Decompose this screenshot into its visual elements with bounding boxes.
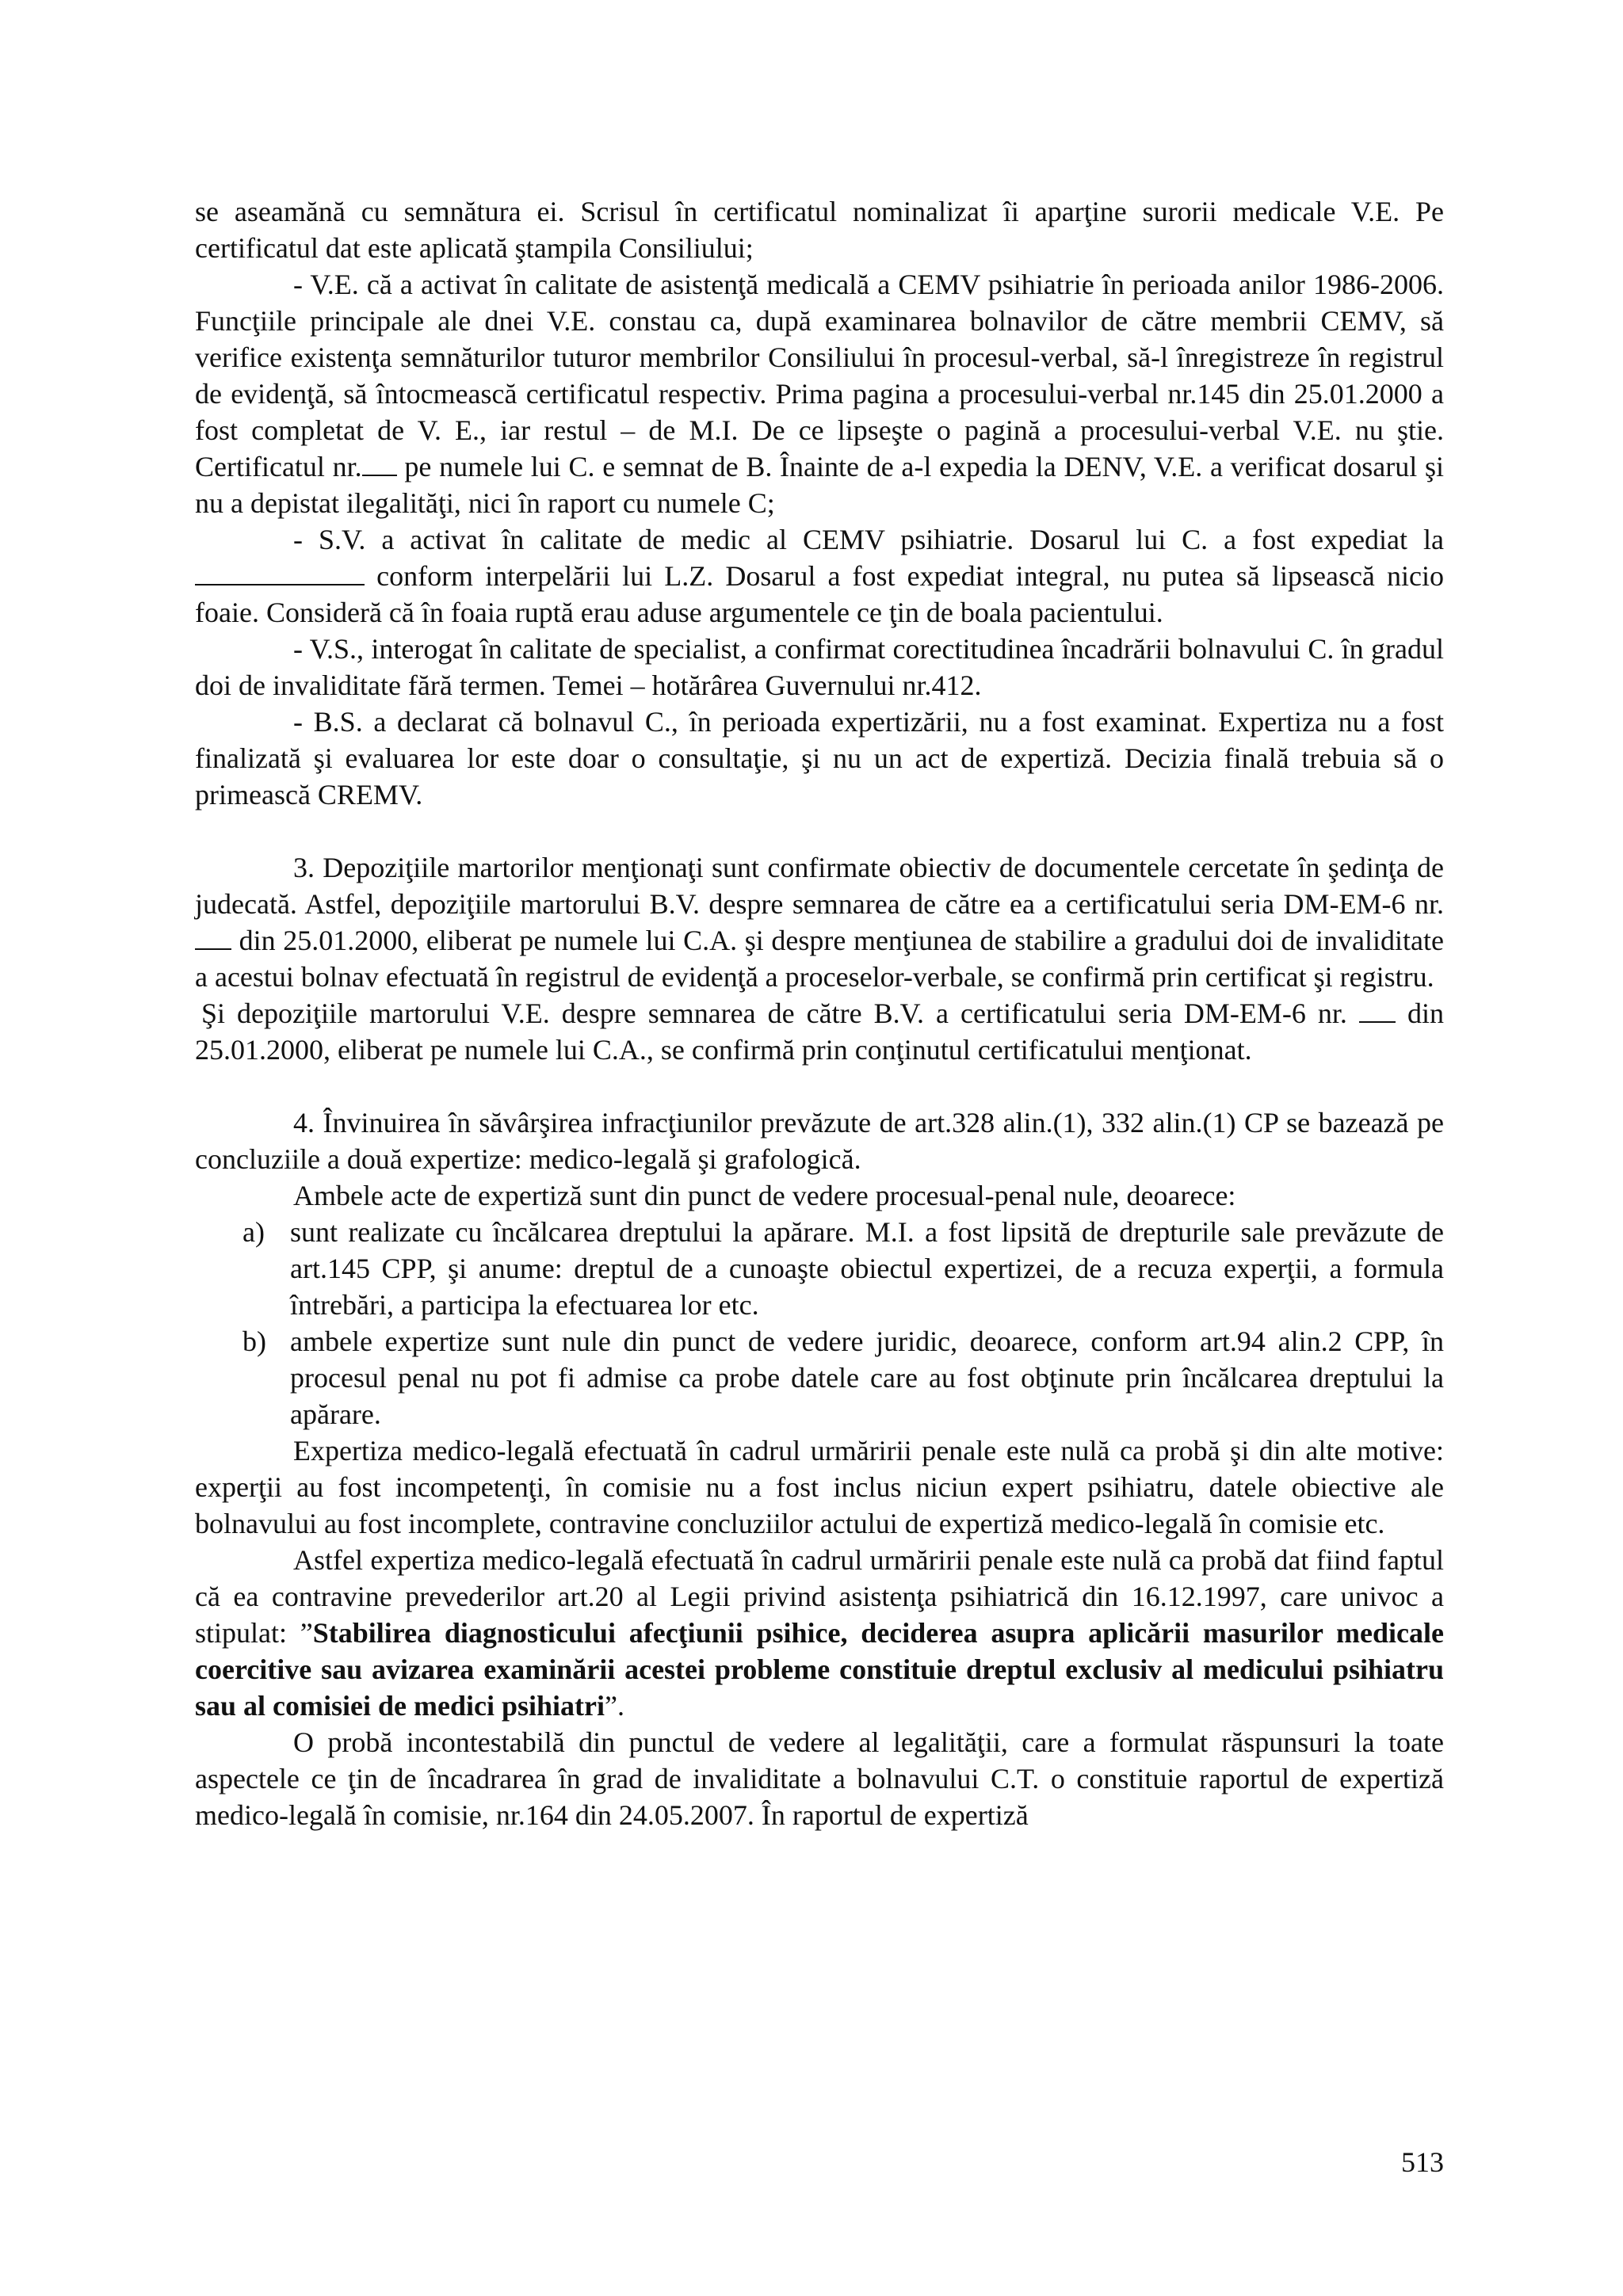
document-body	[195, 193, 1444, 1833]
blank-line	[195, 559, 365, 585]
paragraph-point-4: 4. Învinuirea în săvârşirea infracţiunilor prevăzute de art.328 alin.(1), 332 alin.(1) CP se bazează pe concluziile a două expertize: medico-legală şi grafologică.	[195, 1107, 1444, 1175]
list-item: b) ambele expertize sunt nule din punct de vedere juridic, deoarece, conform art.94 alin.2 CPP, în procesul penal nu pot fi admise ca probe datele care au fost obţinute prin încălcarea dreptului la apărare.	[242, 1325, 1444, 1430]
paragraph-witness-sv: - S.V. a activat în calitate de medic al CEMV psihiatrie. Dosarul lui C. a fost expediat la conform interpelării lui L.Z. Dosarul a fost expediat integral, nu putea să lipsească nicio foaie. Consideră că în foaia ruptă erau aduse argumentele ce ţin de boala pacientului.	[195, 524, 1444, 628]
page-number: 513	[1401, 2146, 1444, 2178]
paragraph-witness-ve-confirm: Şi depoziţiile martorului V.E. despre semnarea de către B.V. a certificatului seria DM-EM-6 nr. din 25.01.2000, eliberat pe numele lui C.A., se confirmă prin conţinutul certificatului menţionat.	[195, 997, 1444, 1066]
blank-line	[195, 923, 231, 950]
paragraph-witness-ve: - V.E. că a activat în calitate de asistenţă medicală a CEMV psihiatrie în perioada anilor 1986-2006. Funcţiile principale ale dnei V.E. constau ca, după examinarea bolnavilor de către membrii CEMV, să verifice existenţa semnăturilor tuturor membrilor Consiliului în procesul-verbal, să-l înregistreze în registrul de evidenţă, să întocmească certificatul respectiv. Prima pagina a procesului-verbal nr.145 din 25.01.2000 a fost completat de V. E., iar restul – de M.I. De ce lipseşte o pagină a procesului-verbal V.E. nu ştie. Certificatul nr. pe numele lui C. e semnat de B. Înainte de a-l expedia la DENV, V.E. a verificat dosarul şi nu a depistat ilegalităţi, nici în raport cu numele C;	[195, 269, 1445, 519]
list-item: a) sunt realizate cu încălcarea dreptului la apărare. M.I. a fost lipsită de drepturile sale prevăzute de art.145 CPP, şi anume: dreptul de a cunoaşte obiectul expertizei, de a recuza experţii, a formula întrebări, a participa la efectuarea lor etc.	[242, 1216, 1444, 1321]
paragraph-other-motives: Expertiza medico-legală efectuată în cadrul urmăririi penale este nulă ca probă şi din alte motive: experţii au fost incompetenţi, în comisie nu a fost inclus niciun expert psihiatru, datele obiective ale bolnavului au fost incomplete, contravine concluziilor actului de expertiză medico-legală în comisie etc.	[195, 1435, 1444, 1539]
paragraph-specialist-vs: - V.S., interogat în calitate de specialist, a confirmat corectitudinea încadrării bolnavului C. în gradul doi de invaliditate fără termen. Temei – hotărârea Guvernului nr.412.	[195, 633, 1444, 701]
paragraph-point-3: 3. Depoziţiile martorilor menţionaţi sunt confirmate obiectiv de documentele cercetate în şedinţa de judecată. Astfel, depoziţiile martorului B.V. despre semnarea de către ea a certificatului seria DM-EM-6 nr. din 25.01.2000, eliberat pe numele lui C.A. şi despre menţiunea de stabilire a gradului doi de invaliditate a acestui bolnav efectuată în registrul de evidenţă a proceselor-verbale, se confirmă prin certificat şi registru.	[195, 852, 1444, 993]
paragraph-witness-bs: - B.S. a declarat că bolnavul C., în perioada expertizării, nu a fost examinat. Expertiza nu a fost finalizată şi evaluarea lor este doar o consultaţie, şi nu un act de expertiză. Decizia finală trebuia să o primească CREMV.	[195, 706, 1444, 810]
blank-line	[1359, 996, 1396, 1023]
blank-line	[362, 449, 397, 476]
law-quote-bold: Stabilirea diagnosticului afecţiunii psihice, deciderea asupra aplicării masurilor medicale coercitive sau avizarea examinării acestei probleme constituie dreptul exclusiv al medicului psihiatru sau al comisiei de medici psihiatri	[195, 1617, 1444, 1722]
paragraph-incontestable-proof: O probă incontestabilă din punctul de vedere al legalităţii, care a formulat răspunsuri la toate aspectele ce ţin de încadrarea în grad de invaliditate a bolnavului C.T. o constituie raportul de expertiză medico-legală în comisie, nr.164 din 24.05.2007. În raportul de expertiză	[195, 1726, 1444, 1831]
paragraph-law-citation: Astfel expertiza medico-legală efectuată în cadrul urmăririi penale este nulă ca probă dat fiind faptul că ea contravine prevederilor art.20 al Legii privind asistenţa psihiatrică din 16.12.1997, care univoc a stipulat: ”Stabilirea diagnosticului afecţiunii psihice, deciderea asupra aplicării masurilor medicale coercitive sau avizarea examinării acestei probleme constituie dreptul exclusiv al medicului psihiatru sau al comisiei de medici psihiatri”.	[195, 1544, 1444, 1722]
paragraph-1: se aseamănă cu semnătura ei. Scrisul în certificatul nominalizat îi aparţine surorii medicale V.E. Pe certificatul dat este aplicată ştampila Consiliului;	[195, 196, 1444, 264]
paragraph-both-acts: Ambele acte de expertiză sunt din punct de vedere procesual-penal nule, deoarece:	[293, 1180, 1236, 1211]
reasons-list	[195, 1214, 1444, 1432]
